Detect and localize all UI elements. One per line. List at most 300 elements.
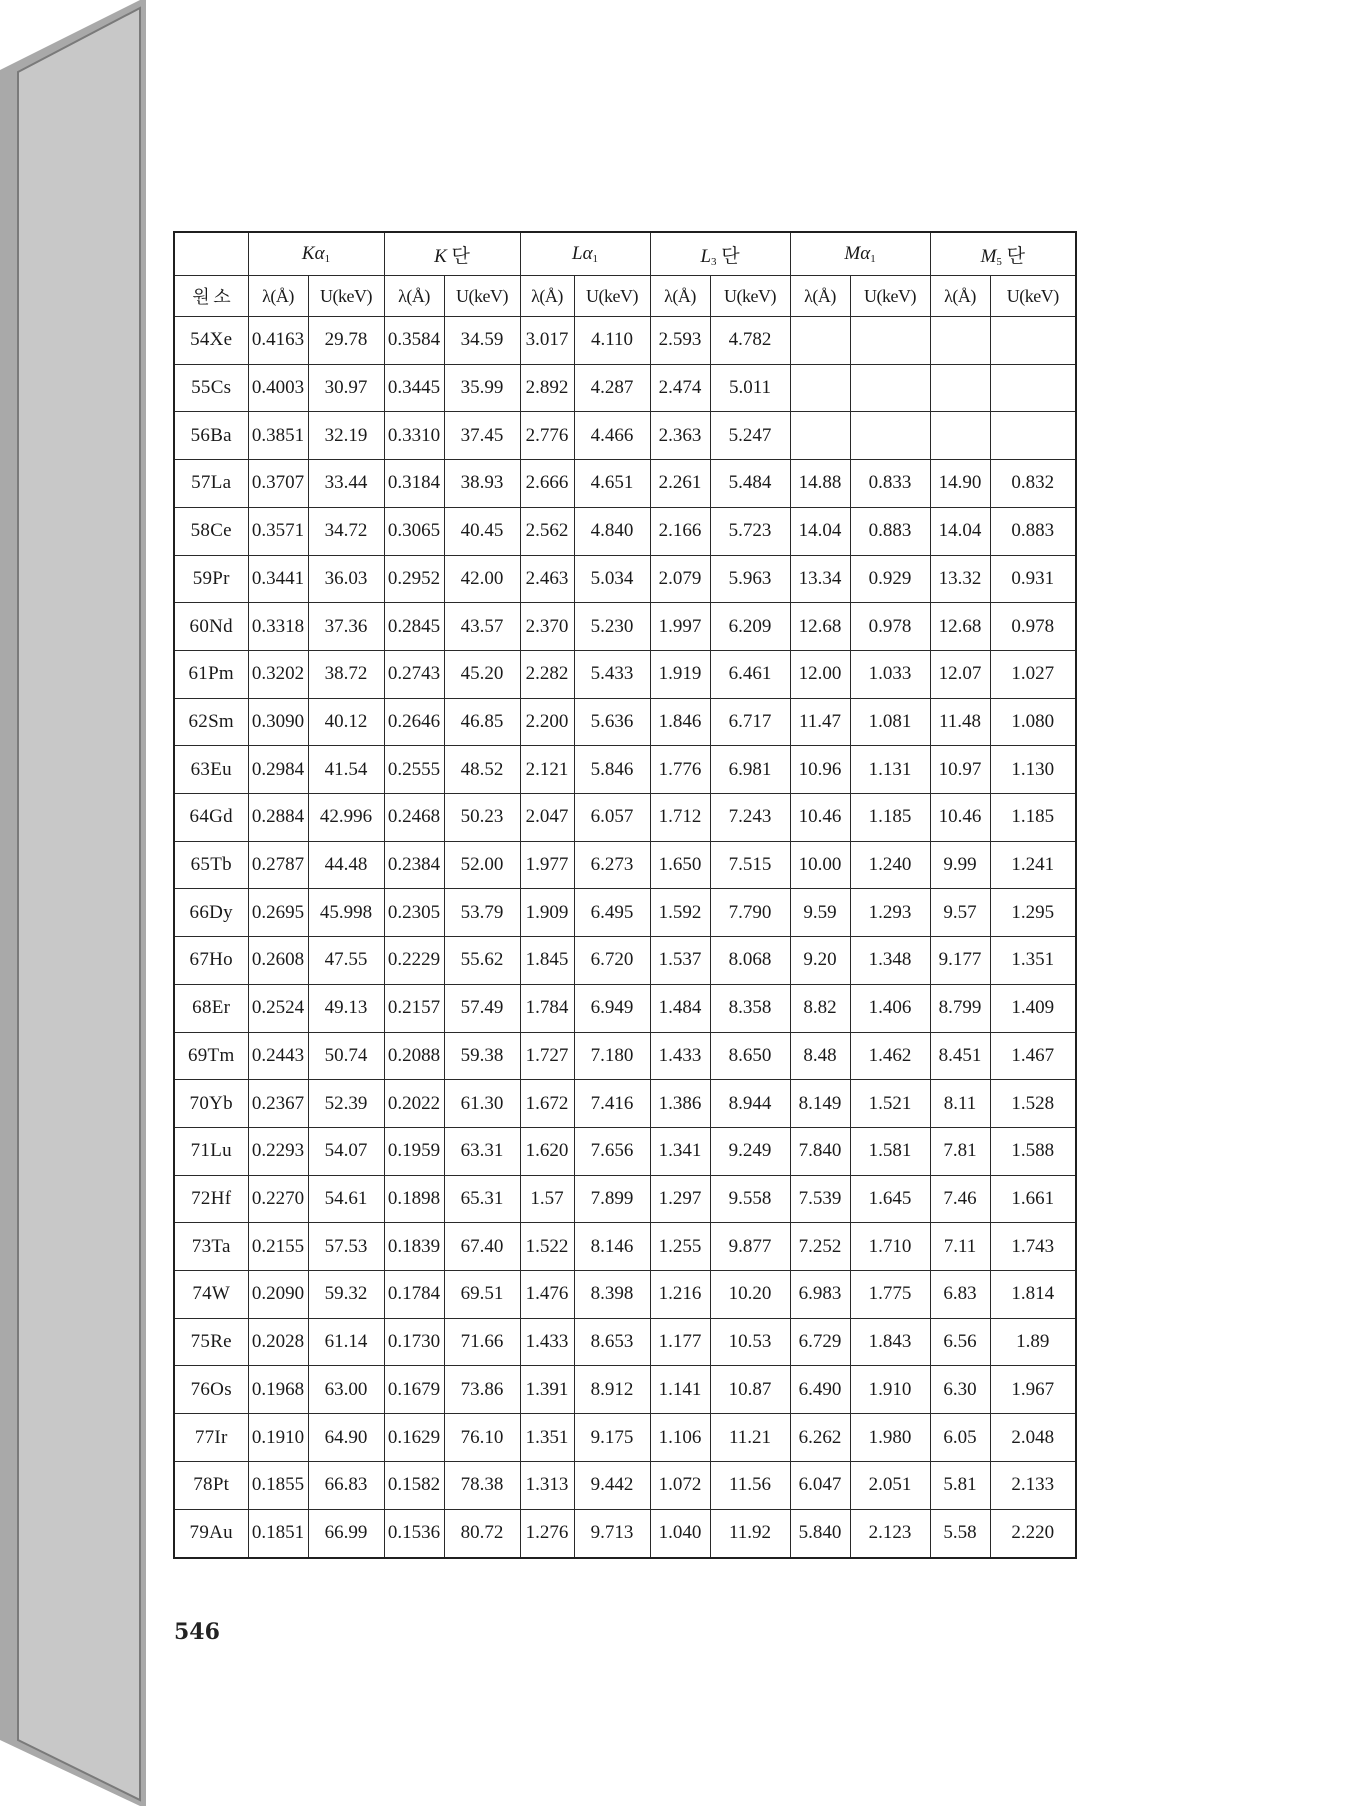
value-cell: 29.78	[308, 317, 384, 365]
value-cell: 1.727	[520, 1032, 574, 1080]
energy-header: U(keV)	[990, 276, 1076, 317]
value-cell: 2.282	[520, 650, 574, 698]
value-cell: 52.00	[444, 841, 520, 889]
book-spine-face	[18, 8, 140, 1800]
value-cell: 1.528	[990, 1080, 1076, 1128]
value-cell: 8.358	[710, 984, 790, 1032]
table-row	[174, 937, 1076, 985]
value-cell: 53.79	[444, 889, 520, 937]
value-cell: 5.840	[790, 1509, 850, 1558]
value-cell: 1.177	[650, 1318, 710, 1366]
value-cell: 0.2443	[248, 1032, 308, 1080]
value-cell: 0.883	[990, 507, 1076, 555]
value-cell	[790, 317, 850, 365]
value-cell: 59.32	[308, 1271, 384, 1319]
value-cell: 35.99	[444, 364, 520, 412]
value-cell: 8.653	[574, 1318, 650, 1366]
value-cell: 7.46	[930, 1175, 990, 1223]
value-cell: 2.776	[520, 412, 574, 460]
element-cell: 76Os	[174, 1366, 248, 1414]
wavelength-header: λ(Å)	[650, 276, 710, 317]
corner-cell	[174, 232, 248, 276]
value-cell: 0.2270	[248, 1175, 308, 1223]
xray-energy-table-wrap	[173, 231, 1075, 1559]
element-cell: 60Nd	[174, 603, 248, 651]
value-cell: 0.931	[990, 555, 1076, 603]
element-cell: 77Ir	[174, 1414, 248, 1462]
element-cell: 66Dy	[174, 889, 248, 937]
value-cell: 1.476	[520, 1271, 574, 1319]
energy-header: U(keV)	[444, 276, 520, 317]
element-cell: 54Xe	[174, 317, 248, 365]
value-cell: 49.13	[308, 984, 384, 1032]
value-cell: 2.047	[520, 794, 574, 842]
group-subscript: 1	[324, 253, 331, 265]
value-cell: 57.53	[308, 1223, 384, 1271]
value-cell: 1.130	[990, 746, 1076, 794]
table-row	[174, 1509, 1076, 1558]
value-cell: 14.04	[930, 507, 990, 555]
group-subscript: 1	[592, 253, 599, 265]
value-cell: 0.3441	[248, 555, 308, 603]
value-cell: 1.710	[850, 1223, 930, 1271]
value-cell: 8.912	[574, 1366, 650, 1414]
value-cell: 11.92	[710, 1509, 790, 1558]
value-cell: 1.467	[990, 1032, 1076, 1080]
value-cell: 6.717	[710, 698, 790, 746]
table-row	[174, 841, 1076, 889]
table-row	[174, 603, 1076, 651]
wavelength-header: λ(Å)	[248, 276, 308, 317]
value-cell: 10.46	[930, 794, 990, 842]
group-header-row	[174, 232, 1076, 276]
table-row	[174, 1223, 1076, 1271]
value-cell: 0.3584	[384, 317, 444, 365]
value-cell: 1.462	[850, 1032, 930, 1080]
value-cell: 10.96	[790, 746, 850, 794]
value-cell: 2.048	[990, 1414, 1076, 1462]
element-cell: 73Ta	[174, 1223, 248, 1271]
value-cell: 0.1730	[384, 1318, 444, 1366]
value-cell: 80.72	[444, 1509, 520, 1558]
value-cell: 0.2384	[384, 841, 444, 889]
group-suffix: 단	[1001, 245, 1025, 267]
value-cell: 57.49	[444, 984, 520, 1032]
value-cell: 0.3184	[384, 460, 444, 508]
value-cell: 0.2022	[384, 1080, 444, 1128]
value-cell: 2.666	[520, 460, 574, 508]
group-subscript: 5	[996, 255, 1002, 268]
value-cell: 5.433	[574, 650, 650, 698]
value-cell: 0.4163	[248, 317, 308, 365]
value-cell: 63.00	[308, 1366, 384, 1414]
table-row	[174, 460, 1076, 508]
value-cell: 8.149	[790, 1080, 850, 1128]
energy-header: U(keV)	[850, 276, 930, 317]
value-cell: 0.2090	[248, 1271, 308, 1319]
value-cell: 0.3318	[248, 603, 308, 651]
value-cell: 0.2305	[384, 889, 444, 937]
value-cell: 0.2787	[248, 841, 308, 889]
value-cell: 5.963	[710, 555, 790, 603]
value-cell: 0.978	[850, 603, 930, 651]
value-cell: 1.650	[650, 841, 710, 889]
value-cell: 1.409	[990, 984, 1076, 1032]
value-cell: 0.2524	[248, 984, 308, 1032]
value-cell: 2.474	[650, 364, 710, 412]
group-header-5	[930, 232, 1076, 276]
value-cell: 9.249	[710, 1127, 790, 1175]
value-cell: 1.433	[520, 1318, 574, 1366]
value-cell: 1.406	[850, 984, 930, 1032]
value-cell: 2.562	[520, 507, 574, 555]
value-cell: 0.2155	[248, 1223, 308, 1271]
table-row	[174, 1175, 1076, 1223]
element-cell: 56Ba	[174, 412, 248, 460]
value-cell: 1.712	[650, 794, 710, 842]
value-cell: 0.2229	[384, 937, 444, 985]
value-cell: 0.833	[850, 460, 930, 508]
value-cell: 2.463	[520, 555, 574, 603]
value-cell: 6.30	[930, 1366, 990, 1414]
value-cell: 6.209	[710, 603, 790, 651]
element-cell: 70Yb	[174, 1080, 248, 1128]
value-cell: 1.814	[990, 1271, 1076, 1319]
value-cell: 1.293	[850, 889, 930, 937]
column-header-row	[174, 276, 1076, 317]
value-cell: 42.00	[444, 555, 520, 603]
value-cell: 8.650	[710, 1032, 790, 1080]
element-header: 원 소	[174, 276, 248, 317]
group-header-1	[384, 232, 520, 276]
wavelength-header: λ(Å)	[790, 276, 850, 317]
value-cell: 45.998	[308, 889, 384, 937]
value-cell: 12.68	[790, 603, 850, 651]
value-cell: 10.87	[710, 1366, 790, 1414]
value-cell: 40.45	[444, 507, 520, 555]
value-cell: 47.55	[308, 937, 384, 985]
value-cell: 10.00	[790, 841, 850, 889]
value-cell: 34.59	[444, 317, 520, 365]
value-cell: 1.348	[850, 937, 930, 985]
value-cell: 1.845	[520, 937, 574, 985]
value-cell: 32.19	[308, 412, 384, 460]
element-cell: 79Au	[174, 1509, 248, 1558]
value-cell: 41.54	[308, 746, 384, 794]
value-cell: 1.072	[650, 1461, 710, 1509]
value-cell	[990, 412, 1076, 460]
value-cell: 1.522	[520, 1223, 574, 1271]
value-cell: 6.56	[930, 1318, 990, 1366]
value-cell: 1.661	[990, 1175, 1076, 1223]
value-cell: 2.370	[520, 603, 574, 651]
value-cell: 61.30	[444, 1080, 520, 1128]
value-cell: 2.166	[650, 507, 710, 555]
value-cell: 2.133	[990, 1461, 1076, 1509]
value-cell: 48.52	[444, 746, 520, 794]
value-cell: 0.1851	[248, 1509, 308, 1558]
group-suffix: 단	[716, 245, 740, 267]
value-cell: 1.080	[990, 698, 1076, 746]
value-cell: 54.07	[308, 1127, 384, 1175]
value-cell: 1.775	[850, 1271, 930, 1319]
value-cell: 4.651	[574, 460, 650, 508]
value-cell: 5.230	[574, 603, 650, 651]
table-row	[174, 698, 1076, 746]
value-cell: 0.1629	[384, 1414, 444, 1462]
table-row	[174, 364, 1076, 412]
table-row	[174, 984, 1076, 1032]
element-cell: 55Cs	[174, 364, 248, 412]
value-cell: 0.1679	[384, 1366, 444, 1414]
value-cell: 0.4003	[248, 364, 308, 412]
value-cell: 1.592	[650, 889, 710, 937]
value-cell: 1.033	[850, 650, 930, 698]
value-cell: 1.521	[850, 1080, 930, 1128]
value-cell: 1.351	[520, 1414, 574, 1462]
value-cell: 8.398	[574, 1271, 650, 1319]
value-cell: 1.910	[850, 1366, 930, 1414]
value-cell: 9.877	[710, 1223, 790, 1271]
value-cell: 2.051	[850, 1461, 930, 1509]
value-cell: 4.782	[710, 317, 790, 365]
value-cell: 1.185	[990, 794, 1076, 842]
value-cell: 0.3445	[384, 364, 444, 412]
value-cell: 4.840	[574, 507, 650, 555]
value-cell: 36.03	[308, 555, 384, 603]
group-symbol: M	[980, 245, 997, 267]
value-cell: 50.74	[308, 1032, 384, 1080]
value-cell: 5.011	[710, 364, 790, 412]
value-cell	[850, 317, 930, 365]
value-cell: 1.081	[850, 698, 930, 746]
value-cell: 2.079	[650, 555, 710, 603]
wavelength-header: λ(Å)	[930, 276, 990, 317]
value-cell: 13.32	[930, 555, 990, 603]
value-cell: 1.484	[650, 984, 710, 1032]
value-cell: 11.21	[710, 1414, 790, 1462]
table-row	[174, 412, 1076, 460]
value-cell: 6.981	[710, 746, 790, 794]
value-cell: 0.2028	[248, 1318, 308, 1366]
value-cell: 30.97	[308, 364, 384, 412]
group-symbol: Kα	[301, 243, 325, 264]
value-cell: 6.461	[710, 650, 790, 698]
value-cell: 9.59	[790, 889, 850, 937]
value-cell: 38.93	[444, 460, 520, 508]
value-cell: 0.1582	[384, 1461, 444, 1509]
value-cell: 1.784	[520, 984, 574, 1032]
value-cell: 1.341	[650, 1127, 710, 1175]
value-cell: 1.57	[520, 1175, 574, 1223]
value-cell	[790, 364, 850, 412]
value-cell: 54.61	[308, 1175, 384, 1223]
value-cell: 1.846	[650, 698, 710, 746]
value-cell: 0.2608	[248, 937, 308, 985]
element-cell: 74W	[174, 1271, 248, 1319]
value-cell: 1.997	[650, 603, 710, 651]
value-cell: 0.1898	[384, 1175, 444, 1223]
value-cell: 71.66	[444, 1318, 520, 1366]
value-cell: 9.99	[930, 841, 990, 889]
element-cell: 68Er	[174, 984, 248, 1032]
element-cell: 67Ho	[174, 937, 248, 985]
value-cell: 1.581	[850, 1127, 930, 1175]
value-cell: 0.1839	[384, 1223, 444, 1271]
value-cell	[850, 364, 930, 412]
value-cell: 0.1910	[248, 1414, 308, 1462]
value-cell: 6.490	[790, 1366, 850, 1414]
value-cell: 76.10	[444, 1414, 520, 1462]
value-cell: 11.56	[710, 1461, 790, 1509]
value-cell: 0.2088	[384, 1032, 444, 1080]
value-cell: 2.121	[520, 746, 574, 794]
value-cell: 1.295	[990, 889, 1076, 937]
value-cell: 8.451	[930, 1032, 990, 1080]
value-cell: 2.261	[650, 460, 710, 508]
value-cell: 7.539	[790, 1175, 850, 1223]
value-cell: 0.929	[850, 555, 930, 603]
value-cell: 1.391	[520, 1366, 574, 1414]
table-row	[174, 1080, 1076, 1128]
value-cell: 1.743	[990, 1223, 1076, 1271]
value-cell: 7.656	[574, 1127, 650, 1175]
value-cell: 1.89	[990, 1318, 1076, 1366]
value-cell: 6.057	[574, 794, 650, 842]
value-cell: 7.81	[930, 1127, 990, 1175]
value-cell	[930, 412, 990, 460]
value-cell: 12.00	[790, 650, 850, 698]
value-cell: 1.588	[990, 1127, 1076, 1175]
value-cell: 0.2367	[248, 1080, 308, 1128]
value-cell: 8.82	[790, 984, 850, 1032]
table-row	[174, 317, 1076, 365]
element-cell: 59Pr	[174, 555, 248, 603]
value-cell: 6.262	[790, 1414, 850, 1462]
table-row	[174, 1271, 1076, 1319]
value-cell: 1.645	[850, 1175, 930, 1223]
value-cell: 1.255	[650, 1223, 710, 1271]
table-row	[174, 1461, 1076, 1509]
value-cell: 13.34	[790, 555, 850, 603]
value-cell: 8.799	[930, 984, 990, 1032]
value-cell: 5.846	[574, 746, 650, 794]
value-cell: 5.723	[710, 507, 790, 555]
value-cell	[790, 412, 850, 460]
value-cell: 6.983	[790, 1271, 850, 1319]
value-cell: 0.3202	[248, 650, 308, 698]
value-cell: 7.180	[574, 1032, 650, 1080]
value-cell: 6.83	[930, 1271, 990, 1319]
value-cell: 5.034	[574, 555, 650, 603]
value-cell: 4.466	[574, 412, 650, 460]
value-cell: 5.484	[710, 460, 790, 508]
value-cell: 1.620	[520, 1127, 574, 1175]
value-cell: 6.273	[574, 841, 650, 889]
value-cell: 69.51	[444, 1271, 520, 1319]
value-cell: 0.978	[990, 603, 1076, 651]
energy-header: U(keV)	[574, 276, 650, 317]
value-cell: 73.86	[444, 1366, 520, 1414]
value-cell: 4.110	[574, 317, 650, 365]
value-cell: 0.883	[850, 507, 930, 555]
value-cell: 1.185	[850, 794, 930, 842]
value-cell: 0.1784	[384, 1271, 444, 1319]
value-cell: 1.672	[520, 1080, 574, 1128]
value-cell: 66.99	[308, 1509, 384, 1558]
element-cell: 65Tb	[174, 841, 248, 889]
value-cell: 1.141	[650, 1366, 710, 1414]
value-cell: 8.944	[710, 1080, 790, 1128]
value-cell: 3.017	[520, 317, 574, 365]
table-row	[174, 650, 1076, 698]
value-cell: 40.12	[308, 698, 384, 746]
value-cell: 34.72	[308, 507, 384, 555]
value-cell: 0.1968	[248, 1366, 308, 1414]
value-cell: 6.047	[790, 1461, 850, 1509]
value-cell: 33.44	[308, 460, 384, 508]
group-symbol: Mα	[844, 243, 871, 264]
element-cell: 72Hf	[174, 1175, 248, 1223]
value-cell: 8.48	[790, 1032, 850, 1080]
book-edge	[0, 0, 150, 1806]
energy-header: U(keV)	[308, 276, 384, 317]
value-cell: 1.297	[650, 1175, 710, 1223]
value-cell: 0.1855	[248, 1461, 308, 1509]
table-row	[174, 1127, 1076, 1175]
value-cell: 78.38	[444, 1461, 520, 1509]
group-header-4	[790, 232, 930, 276]
table-row	[174, 1366, 1076, 1414]
value-cell: 9.177	[930, 937, 990, 985]
value-cell: 6.720	[574, 937, 650, 985]
element-cell: 57La	[174, 460, 248, 508]
value-cell: 9.442	[574, 1461, 650, 1509]
value-cell: 7.252	[790, 1223, 850, 1271]
value-cell: 0.2845	[384, 603, 444, 651]
value-cell: 8.146	[574, 1223, 650, 1271]
value-cell: 44.48	[308, 841, 384, 889]
value-cell: 0.1536	[384, 1509, 444, 1558]
group-subscript: 3	[711, 255, 717, 268]
value-cell: 1.027	[990, 650, 1076, 698]
value-cell: 42.996	[308, 794, 384, 842]
value-cell: 1.980	[850, 1414, 930, 1462]
value-cell: 6.495	[574, 889, 650, 937]
value-cell: 5.58	[930, 1509, 990, 1558]
value-cell	[930, 317, 990, 365]
table-row	[174, 889, 1076, 937]
value-cell: 10.20	[710, 1271, 790, 1319]
value-cell: 1.386	[650, 1080, 710, 1128]
energy-header: U(keV)	[710, 276, 790, 317]
value-cell: 6.949	[574, 984, 650, 1032]
table-row	[174, 794, 1076, 842]
element-cell: 64Gd	[174, 794, 248, 842]
value-cell: 10.53	[710, 1318, 790, 1366]
value-cell: 0.2646	[384, 698, 444, 746]
value-cell: 0.2952	[384, 555, 444, 603]
value-cell: 7.11	[930, 1223, 990, 1271]
value-cell: 0.3707	[248, 460, 308, 508]
value-cell: 10.97	[930, 746, 990, 794]
value-cell: 43.57	[444, 603, 520, 651]
value-cell: 0.2555	[384, 746, 444, 794]
value-cell: 14.90	[930, 460, 990, 508]
value-cell: 1.216	[650, 1271, 710, 1319]
element-cell: 61Pm	[174, 650, 248, 698]
value-cell: 0.3851	[248, 412, 308, 460]
